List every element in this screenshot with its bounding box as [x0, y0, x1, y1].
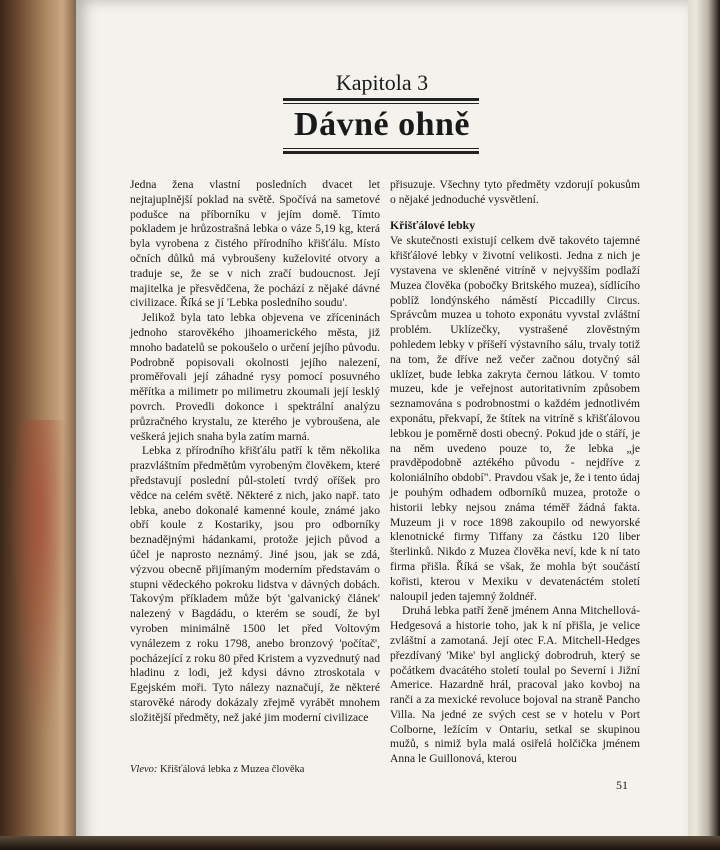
- page-number: 51: [616, 778, 628, 792]
- paragraph: Jedna žena vlastní posledních dvacet let nejtajuplnější poklad na světě. Spočívá na sametové podušce na příborníku v jejím domě. Tímto pokladem je hrůzostrašná lebka o váze 5,19 kg, která byla vyrobena z čistého přírodního křišťálu. Místo očních důlků má vybroušeny kuželovité otvory a traduje se, že se v nich zračí budoucnost. Její majitelka je přesvědčena, že pochází z nějaké dávné civilizace. Říká se jí 'Lebka posledního soudu'.: [130, 178, 380, 310]
- adjacent-photo-strip: [0, 0, 78, 850]
- right-column: [390, 178, 640, 767]
- paragraph: Jelikož byla tato lebka objevena ve zříceninách jednoho starověkého jihoamerického města, již mnoho badatelů se pokoušelo o určení jejího původu. Podrobně popisovali okolnosti jejího nalezení, proměřovali její záhadné rysy pomocí posuvného měřítka a milimetr po milimetru zkoumali její lesklý povrch. Provedli dokonce i spektrální analýzu průzračného krystalu, ze kterého je vybroušena, ale veškerá jejich snaha byla zatím marná.: [130, 311, 380, 443]
- paragraph: přisuzuje. Všechny tyto předměty vzdorují pokusům o nějaké jednoduché vysvětlení.: [390, 178, 640, 206]
- title-rule-bottom-thin: [283, 148, 479, 149]
- paragraph: Druhá lebka patří ženě jménem Anna Mitchellová-Hedgesová a historie toho, jak k ní přišla, je velice zvláštní a zamotaná. Její otec F.A. Mitchell-Hedges přezdívaný 'Mike' byl anglický dobrodruh, který se počátkem dvacátého století toulal po Severní i Jižní Americe. Hazardně hrál, pracoval jako kovboj na ranči a za mexické revoluce bojoval na straně Pancho Villa. Na jedné ze svých cest se v hotelu v Port Colborne, ležícím v Ontariu, setkal se skupinou mužů, s nimiž byla malá osiřelá holčička jménem Anna le Guillonová, kterou: [390, 604, 640, 766]
- book-bottom-edge: [0, 836, 720, 850]
- image-caption: [130, 764, 304, 775]
- left-column: [130, 178, 380, 725]
- title-rule-top: [283, 98, 479, 101]
- book-page: [76, 0, 688, 850]
- paragraph: Lebka z přírodního křišťálu patří k těm několika prazvláštním předmětům vyrobeným člověkem, které představují poslední půl-století tvrdý oříšek pro vědce na celém světě. Některé z nich, jako např. tato lebka, anebo dokonalé kamenné koule, známé jako obří koule z Kostariky, jsou pro odborníky beznadějnými hádankami, protože jejich původ a účel je naprosto neznámý. Jiné jsou, jak se zdá, výzvou obecně přijímaným moderním představám o stupni vědeckého pokroku lidstva v dávných dobách. Takovým příkladem může být 'galvanický článek' nalezený v Bagdádu, o kterém se soudí, že byl vyroben minimálně 1500 let před Voltovým vynálezem z roku 1798, anebo bronzový 'počítač', pocházející z roku 80 před Kristem a vyzvednutý nad hladinu z lodi, jež kdysi dávno ztroskotala v Egejském moři. Tyto nálezy naznačují, že některé starověké národy dokázaly zřejmě vyrábět mnohem složitější předměty, než jaké jim moderní civilizace: [130, 444, 380, 724]
- title-rule-top-thin: [283, 103, 479, 104]
- section-heading: Křišťálové lebky: [390, 217, 476, 232]
- paragraph: Ve skutečnosti existují celkem dvě takovéto tajemné křišťálové lebky v životní velikosti. Jedna z nich je vystavena ve skleněné vitríně v nejvyšším podlaží Muzea člověka (pobočky Britského muzea), sídlícího poblíž londýnského náměstí Piccadilly Circus. Správcům muzea u tohoto exponátu vyvstal zvláštní problém. Uklízečky, vystrašené zlověstným pohledem lebky v příšeří výstavního sálu, trvaly totiž na tom, že dříve než večer začnou dotyčný sál uklízet, bude lebka zakryta černou látkou. V tomto muzeu, kde je veřejnost autoritativním způsobem seznamována s podrobnostmi o každém jednotlivém exponátu, překvapí, že štítek na vitríně s křišťálovou lebkou je poměrně dosti obecný. Pokud jde o stáří, je na něm uvedeno pouze to, že lebka „je pravděpodobně aztékého původu - nejdříve z koloniálního období". Pravdou však je, že i tento údaj je pouhým odhadem odborníků muzea, protože o historii lebky nejsou známa téměř žádná fakta. Muzeum ji v roce 1898 zakoupilo od newyorské klenotnické firmy Tiffany za částku 120 liber šterlinků. Nikdo z Muzea člověka neví, kde k ní tato firma přišla. Říká se však, že mohla být součástí kořisti, kterou v Mexiku v devatenáctém století naloupil jeden tajemný žoldnéř.: [390, 234, 640, 603]
- chapter-label: Kapitola 3: [335, 70, 429, 95]
- chapter-title: Dávné ohně: [294, 106, 470, 143]
- caption-prefix: Vlevo:: [130, 764, 158, 775]
- title-rule-bottom: [283, 151, 479, 154]
- caption-text: Křišťálová lebka z Muzea člověka: [160, 764, 305, 775]
